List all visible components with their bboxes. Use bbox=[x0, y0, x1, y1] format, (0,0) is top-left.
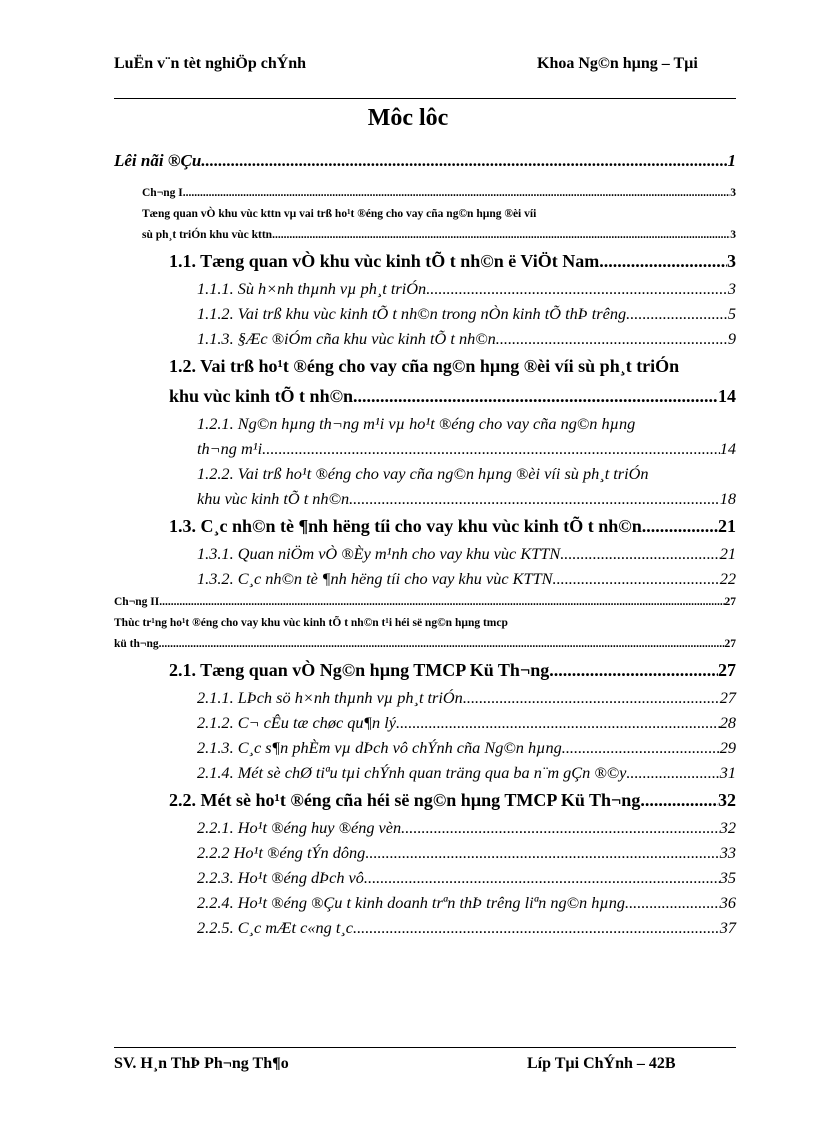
toc-section-1-1[interactable] bbox=[114, 246, 736, 276]
toc-entry-text: 2.1.4. Mét sè chØ tiªu tµi chÝnh quan träng qua ba n¨m gÇn ®©y bbox=[197, 763, 627, 782]
toc-entry-text: 2.1.2. C¬ cÊu tæ chøc qu¶n lý bbox=[197, 713, 397, 732]
toc-page-number: 27 bbox=[724, 638, 736, 650]
toc-page-number: 35 bbox=[719, 868, 736, 887]
dot-leader bbox=[496, 326, 728, 351]
toc-page-number: 14 bbox=[719, 439, 736, 458]
toc-entry-text: khu vùc kinh tÕ t nh©n bbox=[197, 489, 350, 508]
header-thesis-label: LuËn v¨n tèt nghiÖp chÝnh bbox=[114, 55, 307, 72]
toc-section-1-2[interactable] bbox=[114, 351, 736, 411]
dot-leader bbox=[353, 915, 720, 940]
toc-page-number: 18 bbox=[719, 489, 736, 508]
toc-entry-text: 1.2.2. Vai trß ho¹t ®éng cho vay cña ng©n hµng ®èi víi sù ph¸t triÓn bbox=[197, 464, 649, 483]
toc-page-number: 27 bbox=[719, 688, 736, 707]
toc-entry-text: 1.3. C¸c nh©n tè ¶nh hëng tíi cho vay khu vùc kinh tÕ t nh©n bbox=[169, 516, 642, 536]
toc-page-number: 29 bbox=[719, 738, 736, 757]
toc-chapter-1-label[interactable] bbox=[114, 182, 736, 204]
dot-leader bbox=[640, 785, 718, 815]
toc-section-1-3[interactable] bbox=[114, 511, 736, 541]
toc-page-number: 14 bbox=[718, 386, 736, 406]
toc-entry-text: Lêi nãi ®Çu bbox=[114, 151, 202, 170]
toc-entry-text: 2.2.2 Ho¹t ®éng tÝn dông bbox=[197, 843, 366, 862]
toc-entry-text: 2.1.3. C¸c s¶n phÈm vµ dÞch vô chÝnh cña Ng©n hµng bbox=[197, 738, 562, 757]
toc-page-number: 1 bbox=[727, 151, 736, 170]
header-faculty-label: Khoa Ng©n hµng – Tµi bbox=[537, 55, 698, 72]
footer-author: SV. H¸n ThÞ Ph¬ng Th¶o bbox=[114, 1055, 289, 1072]
toc-entry-text: Tæng quan vÒ khu vùc kttn vµ vai trß ho¹t ®éng cho vay cña ng©n hµng ®èi víi bbox=[142, 208, 537, 220]
toc-chapter-2-label[interactable] bbox=[114, 591, 736, 613]
toc-page-number: 3 bbox=[727, 251, 736, 271]
toc-chapter-2-title[interactable] bbox=[114, 613, 736, 655]
dot-leader bbox=[549, 655, 718, 685]
toc-entry-intro[interactable] bbox=[114, 146, 736, 176]
dot-leader bbox=[353, 381, 718, 411]
toc-subsection-2-1-3[interactable] bbox=[114, 735, 736, 760]
dot-leader bbox=[396, 710, 720, 735]
toc-section-2-1[interactable] bbox=[114, 655, 736, 685]
toc-entry-text: 2.2.3. Ho¹t ®éng dÞch vô bbox=[197, 868, 364, 887]
toc-entry-text: 2.2. Mét sè ho¹t ®éng cña héi së ng©n hµng TMCP Kü Th¬ng bbox=[169, 790, 641, 810]
dot-leader bbox=[642, 511, 718, 541]
toc-page-number: 31 bbox=[719, 763, 736, 782]
toc-page-number: 22 bbox=[719, 569, 736, 588]
toc-entry-text: 1.1.3. §Æc ®iÓm cña khu vùc kinh tÕ t nh©n bbox=[197, 329, 496, 348]
toc-subsection-2-2-3[interactable] bbox=[114, 865, 736, 890]
toc-page-number: 32 bbox=[718, 790, 736, 810]
toc-subsection-1-1-3[interactable] bbox=[114, 326, 736, 351]
toc-subsection-2-1-2[interactable] bbox=[114, 710, 736, 735]
table-of-contents bbox=[114, 146, 736, 940]
toc-entry-text: 2.1. Tæng quan vÒ Ng©n hµng TMCP Kü Th¬ng bbox=[169, 660, 550, 680]
toc-page-number: 27 bbox=[718, 660, 736, 680]
toc-page-number: 21 bbox=[718, 516, 736, 536]
dot-leader bbox=[365, 840, 719, 865]
dot-leader bbox=[626, 301, 728, 326]
dot-leader bbox=[262, 436, 720, 461]
toc-subsection-1-2-2[interactable] bbox=[114, 461, 736, 511]
toc-subsection-2-2-5[interactable] bbox=[114, 915, 736, 940]
toc-entry-text: 2.1.1. LÞch sö h×nh thµnh vµ ph¸t triÓn bbox=[197, 688, 463, 707]
footer-class: Líp Tµi ChÝnh – 42B bbox=[527, 1055, 676, 1072]
toc-subsection-2-1-1[interactable] bbox=[114, 685, 736, 710]
dot-leader bbox=[159, 634, 725, 655]
toc-entry-text: Thùc tr¹ng ho¹t ®éng cho vay khu vùc kinh tÕ t nh©n t¹i héi së ng©n hµng tmcp bbox=[114, 617, 508, 629]
page-title: Môc lôc bbox=[367, 105, 449, 131]
toc-entry-text: sù ph¸t triÓn khu vùc kttn bbox=[142, 229, 273, 241]
dot-leader bbox=[463, 685, 720, 710]
dot-leader bbox=[401, 815, 720, 840]
toc-page-number: 36 bbox=[719, 893, 736, 912]
toc-page-number: 3 bbox=[730, 229, 736, 241]
toc-entry-text: 1.1.2. Vai trß khu vùc kinh tÕ t nh©n trong nÒn kinh tÕ thÞ trêng bbox=[197, 304, 627, 323]
dot-leader bbox=[364, 865, 720, 890]
dot-leader bbox=[553, 566, 720, 591]
toc-page-number: 3 bbox=[727, 279, 736, 298]
toc-entry-text: 1.1. Tæng quan vÒ khu vùc kinh tÕ t nh©n ë ViÖt Nam bbox=[169, 251, 600, 271]
toc-entry-text: Ch¬ng II bbox=[114, 596, 160, 608]
toc-entry-text: 1.1.1. Sù h×nh thµnh vµ ph¸t triÓn bbox=[197, 279, 427, 298]
toc-subsection-2-2-4[interactable] bbox=[114, 890, 736, 915]
dot-leader bbox=[629, 890, 720, 915]
toc-entry-text: 1.3.2. C¸c nh©n tè ¶nh hëng tíi cho vay khu vùc KTTN bbox=[197, 569, 553, 588]
dot-leader bbox=[201, 146, 727, 176]
toc-subsection-1-3-1[interactable] bbox=[114, 541, 736, 566]
dot-leader bbox=[426, 276, 728, 301]
dot-leader bbox=[159, 591, 724, 613]
toc-entry-text: 1.3.1. Quan niÖm vÒ ®Èy m¹nh cho vay khu vùc KTTN bbox=[197, 544, 561, 563]
footer-divider bbox=[114, 1047, 736, 1048]
toc-entry-text: 1.2.1. Ng©n hµng th¬ng m¹i vµ ho¹t ®éng cho vay cña ng©n hµng bbox=[197, 414, 636, 433]
toc-entry-text: Ch¬ng I bbox=[142, 187, 183, 199]
toc-subsection-2-1-4[interactable] bbox=[114, 760, 736, 785]
dot-leader bbox=[599, 246, 727, 276]
toc-page-number: 37 bbox=[719, 918, 736, 937]
toc-entry-text: 2.2.1. Ho¹t ®éng huy ®éng vèn bbox=[197, 818, 402, 837]
dot-leader bbox=[560, 541, 720, 566]
toc-chapter-1-title[interactable] bbox=[114, 204, 736, 246]
toc-subsection-1-3-2[interactable] bbox=[114, 566, 736, 591]
toc-page-number: 3 bbox=[730, 187, 736, 199]
toc-entry-text: kü th¬ng bbox=[114, 638, 159, 650]
dot-leader bbox=[349, 486, 720, 511]
toc-page-number: 32 bbox=[719, 818, 736, 837]
toc-subsection-1-1-1[interactable] bbox=[114, 276, 736, 301]
toc-entry-text: 1.2. Vai trß ho¹t ®éng cho vay cña ng©n hµng ®èi víi sù ph¸t triÓn bbox=[169, 356, 680, 376]
toc-page-number: 33 bbox=[719, 843, 736, 862]
dot-leader bbox=[562, 735, 720, 760]
toc-page-number: 9 bbox=[727, 329, 736, 348]
toc-entry-text: khu vùc kinh tÕ t nh©n bbox=[169, 386, 354, 406]
toc-subsection-2-2-2[interactable] bbox=[114, 840, 736, 865]
toc-entry-text: th¬ng m¹i bbox=[197, 439, 263, 458]
toc-page-number: 27 bbox=[724, 596, 736, 608]
toc-section-2-2[interactable] bbox=[114, 785, 736, 815]
dot-leader bbox=[183, 182, 731, 204]
toc-entry-text: 2.2.4. Ho¹t ®éng ®Çu t kinh doanh trªn thÞ trêng liªn ng©n hµng. bbox=[197, 893, 630, 912]
dot-leader bbox=[272, 225, 730, 246]
toc-subsection-2-2-1[interactable] bbox=[114, 815, 736, 840]
toc-page-number: 21 bbox=[719, 544, 736, 563]
toc-subsection-1-1-2[interactable] bbox=[114, 301, 736, 326]
toc-subsection-1-2-1[interactable] bbox=[114, 411, 736, 461]
toc-page-number: 5 bbox=[727, 304, 736, 323]
toc-entry-text: 2.2.5. C¸c mÆt c«ng t¸c bbox=[197, 918, 353, 937]
dot-leader bbox=[626, 760, 719, 785]
toc-page-number: 28 bbox=[719, 713, 736, 732]
